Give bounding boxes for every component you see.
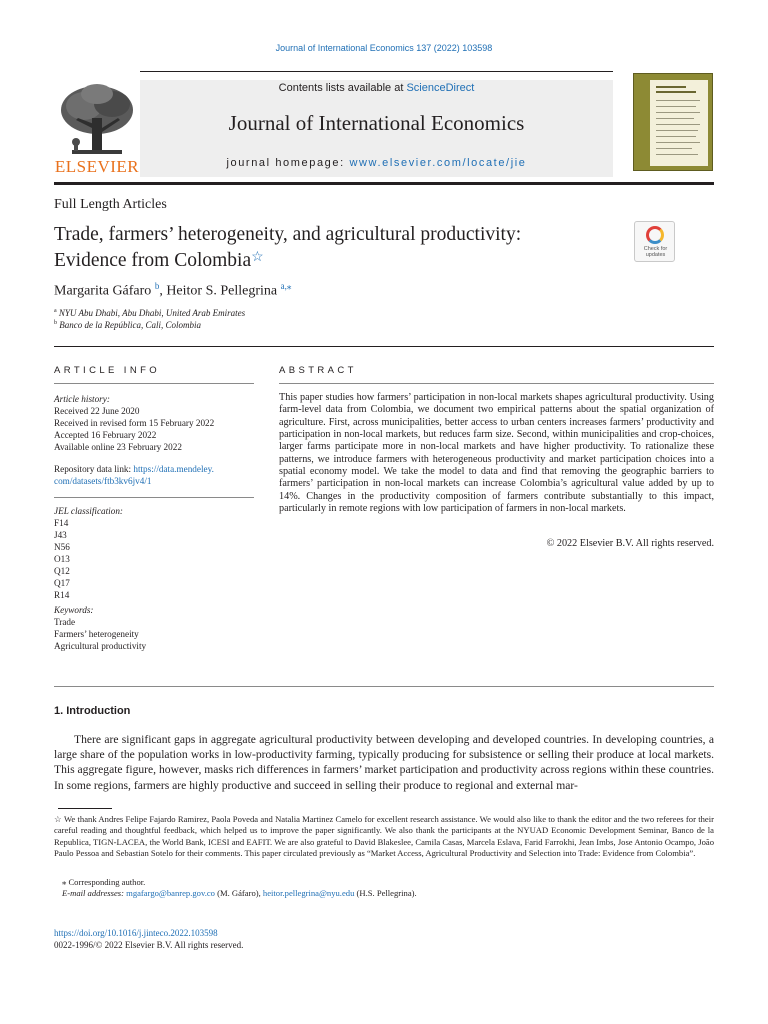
- title-footnote-star-icon[interactable]: ☆: [251, 250, 264, 265]
- homepage-line: [140, 157, 613, 169]
- top-rule: [140, 71, 613, 72]
- corresponding-text: Corresponding author.: [68, 877, 146, 887]
- abstract-heading: ABSTRACT: [279, 365, 357, 376]
- article-title: [54, 223, 624, 272]
- affiliation-b: [54, 320, 201, 330]
- author-list: [54, 281, 291, 300]
- acknowledgements-footnote: [54, 814, 714, 860]
- jel-classification: [54, 505, 254, 601]
- section-type: Full Length Articles: [54, 197, 167, 212]
- title-line-2: Evidence from Colombia: [54, 250, 252, 271]
- affiliation-text: Banco de la República, Cali, Colombia: [59, 320, 201, 330]
- elsevier-wordmark: ELSEVIER: [54, 157, 140, 176]
- history-label: Article history:: [54, 394, 110, 404]
- article-history: [54, 393, 254, 453]
- repo-prefix: Repository data link:: [54, 464, 134, 474]
- affiliation-key: b: [54, 320, 57, 326]
- keywords: [54, 604, 254, 652]
- author-name: Heitor S. Pellegrina: [166, 283, 278, 299]
- email-addresses: [62, 888, 417, 898]
- crossmark-icon: [646, 226, 664, 244]
- doi-link[interactable]: https://doi.org/10.1016/j.jinteco.2022.103598: [54, 928, 218, 938]
- keyword: Agricultural productivity: [54, 641, 147, 651]
- check-for-updates-label: Check for updates: [643, 246, 668, 258]
- email-label: E-mail addresses:: [62, 888, 124, 898]
- introduction-heading: 1. Introduction: [54, 705, 131, 717]
- homepage-prefix: journal homepage:: [226, 157, 350, 169]
- abstract-copyright: © 2022 Elsevier B.V. All rights reserved.: [546, 538, 714, 549]
- article-info-rule: [54, 383, 254, 384]
- author-affiliation-link[interactable]: a,⁎: [280, 281, 292, 291]
- affiliation-key: a: [54, 308, 57, 314]
- jel-code: Q17: [54, 578, 70, 588]
- author-separator: ,: [159, 283, 167, 299]
- history-received: Received 22 June 2020: [54, 406, 140, 416]
- check-for-updates-badge[interactable]: [634, 221, 675, 262]
- journal-title: Journal of International Economics: [228, 111, 525, 135]
- info-top-rule: [54, 346, 714, 347]
- repository-link[interactable]: https://data.mendeley.: [133, 464, 214, 474]
- acknowledgements-text: We thank Andres Felipe Fajardo Ramirez, Paola Poveda and Natalia Martinez Camelo for excellent research assistance. We would also like to thank the editor and the two referees for their careful reading and thoughtful feedback, which helped us to improve the paper significantly. We also thank the participants at the NYUAD Economic Development Seminar, Banco de la Republica, TIGN-LACEA, the World Bank, ICESI and EAFIT. We are also grateful to David Blakeslee, Camila Casas, Marcela Eslava, Farid Farrokhi, Jean Imbs, Jose Antonio Ocampo, João Paulo Pessoa and Sebastian Sotelo for their comments. This paper circulated previously as “Market Access, Agricultural Productivity and Selection into Trade: Evidence from Colombia”.: [54, 814, 714, 859]
- abstract-text: This paper studies how farmers’ participation in non-local markets shapes agricultural productivity. Using farm-level data from Colombia, we document two empirical patterns about the spatial organization of agriculture. First, across municipalities, better access to urban centers increases farmers’ productivity and participation in non-local markets, but reduces farm size. Second, within municipalities and crop-choices, larger farms participate more in non-local markets and have higher productivity. To rationalize these patterns, we introduce farmers with heterogeneous productivity and market participation choices into a spatial economy model. We take the model to data and find that removing the geographic barriers to farmers’ participation in non-local markets can increase Colombia’s agricultural value added by up to 14%. Changes in the productivity composition of farmers contribute substantially to this impact, particularly in remote regions with low participation of farmers in non-local markets.: [279, 392, 714, 515]
- history-revised: Received in revised form 15 February 2022: [54, 418, 215, 428]
- jel-code: Q12: [54, 566, 70, 576]
- email-owner: (M. Gáfaro),: [214, 888, 263, 898]
- jel-code: R14: [54, 590, 70, 600]
- journal-cover-thumbnail[interactable]: [633, 73, 713, 171]
- title-line-1: Trade, farmers’ heterogeneity, and agricultural productivity:: [54, 224, 522, 245]
- affiliation-text: NYU Abu Dhabi, Abu Dhabi, United Arab Emirates: [58, 308, 246, 318]
- keywords-label: Keywords:: [54, 605, 94, 615]
- corresponding-author-note: [62, 877, 145, 888]
- keyword: Farmers’ heterogeneity: [54, 629, 139, 639]
- info-divider: [54, 497, 254, 498]
- repository-link-cont[interactable]: com/datasets/ftb3kv6jv4/1: [54, 476, 152, 486]
- issn-copyright: 0022-1996/© 2022 Elsevier B.V. All rights reserved.: [54, 940, 244, 950]
- keyword: Trade: [54, 617, 76, 627]
- footnote-rule: [58, 808, 112, 809]
- author-name: Margarita Gáfaro: [54, 283, 152, 299]
- introduction-text: There are significant gaps in aggregate agricultural productivity between developing and developed countries. In developing countries, a large share of the population works in low-productivity farming, typically producing for subsistence or selling their produce at local markets. This aggregate figure, however, masks rich differences in farmers’ market participation and productivity across regions within these countries. In some regions, farmers are highly productive and succeed in selling their produce to regional and external mar-: [54, 733, 714, 792]
- contents-prefix: Contents lists available at: [278, 82, 407, 94]
- info-bottom-rule: [54, 686, 714, 687]
- jel-code: O13: [54, 554, 70, 564]
- email-link-pellegrina[interactable]: heitor.pellegrina@nyu.edu: [262, 888, 355, 898]
- history-online: Available online 23 February 2022: [54, 442, 182, 452]
- affiliation-a: [54, 308, 245, 318]
- abstract-rule: [279, 383, 714, 384]
- journal-homepage-link[interactable]: www.elsevier.com/locate/jie: [349, 157, 527, 169]
- email-owner: (H.S. Pellegrina).: [354, 888, 417, 898]
- author-affiliation-link[interactable]: b: [154, 281, 160, 291]
- jel-label: JEL classification:: [54, 506, 123, 516]
- corresponding-mark: ⁎: [62, 877, 67, 887]
- sciencedirect-link[interactable]: ScienceDirect: [406, 82, 475, 94]
- repository-data: [54, 463, 254, 487]
- header-thick-rule: [54, 182, 714, 185]
- journal-reference-link[interactable]: Journal of International Economics 137 (2022) 103598: [275, 43, 493, 53]
- jel-code: N56: [54, 542, 70, 552]
- cover-page: [650, 80, 708, 166]
- email-link-gafaro[interactable]: mgafargo@banrep.gov.co: [126, 888, 215, 898]
- contents-line: [140, 82, 613, 94]
- footnote-star-icon: ☆: [54, 814, 62, 824]
- history-accepted: Accepted 16 February 2022: [54, 430, 157, 440]
- article-info-heading: ARTICLE INFO: [54, 365, 161, 376]
- jel-code: J43: [54, 530, 67, 540]
- jel-code: F14: [54, 518, 69, 528]
